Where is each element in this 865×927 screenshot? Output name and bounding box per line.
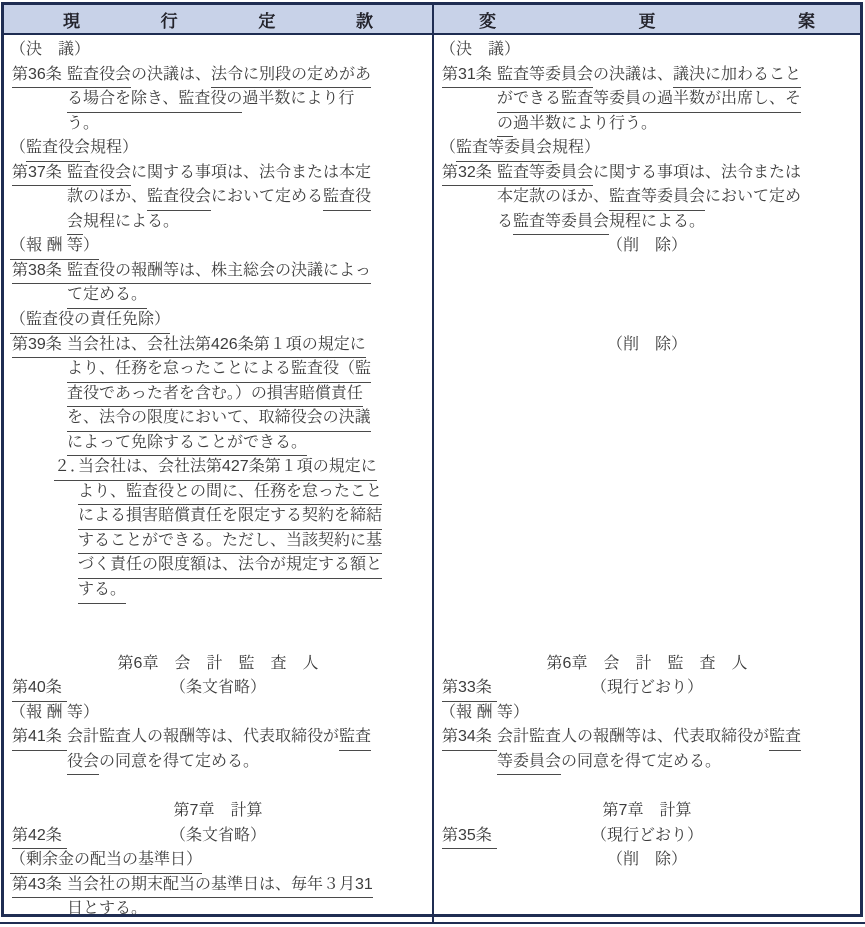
blank-line [434, 406, 860, 431]
doc-line [4, 455, 432, 480]
header-current-label [63, 7, 373, 32]
blank-line [434, 578, 860, 603]
doc-line [4, 578, 432, 603]
doc-line [4, 897, 432, 922]
doc-line [4, 357, 432, 382]
doc-line [434, 234, 860, 259]
doc-line [434, 333, 860, 358]
doc-line [434, 38, 860, 63]
changed-text-segment: 等委員会 [497, 750, 561, 776]
blank-line [434, 774, 860, 799]
article-number: 第43条 [12, 873, 67, 899]
changed-text-segment: ができる監査等委員の過半数が出席し、そ [497, 87, 801, 113]
doc-line [4, 848, 432, 873]
doc-line [4, 553, 432, 578]
doc-line [434, 63, 860, 88]
article-number: 第33条 [442, 676, 497, 702]
header-current-articles [4, 5, 432, 33]
doc-line [4, 824, 432, 849]
text-segment: （ [10, 139, 27, 157]
changed-text-segment: 監査等委員会 [513, 210, 609, 236]
header-amendment-proposal [432, 5, 860, 33]
blank-line [434, 455, 860, 480]
text-segment: において定める [211, 188, 324, 206]
article-number: 第38条 [12, 259, 67, 285]
blank-line [4, 627, 432, 652]
centered-text: 第7章 計算 [173, 801, 263, 819]
blank-line [434, 897, 860, 922]
changed-text-segment: 当会社は、会社法第426条第１項の規定に [67, 333, 366, 359]
centered-text: （削 除） [606, 851, 687, 869]
centered-text: 第6章 会 計 監 査 人 [117, 654, 319, 672]
doc-line [434, 210, 860, 235]
doc-line [4, 406, 432, 431]
text-segment: る [497, 212, 514, 230]
blank-line [434, 529, 860, 554]
text-segment: に関する事項は、法令または本定 [131, 163, 372, 181]
centered-text: 第7章 計算 [602, 801, 692, 819]
header-current-char: 現 [63, 11, 80, 31]
paragraph-number: ２． [54, 455, 78, 481]
header-amendment-label [479, 7, 815, 32]
changed-text-segment: 監査役会 [67, 161, 131, 187]
text-segment: （ [440, 139, 457, 157]
changed-text-segment: する。 [78, 578, 126, 604]
blank-line [434, 357, 860, 382]
doc-line [434, 725, 860, 750]
changed-text-segment: 監査役会 [147, 185, 211, 211]
changed-text-segment: 監査等委員会 [609, 185, 705, 211]
doc-line [4, 725, 432, 750]
doc-line [4, 185, 432, 210]
text-segment: う。 [67, 114, 100, 132]
header-current-char: 定 [258, 11, 276, 31]
doc-line [4, 210, 432, 235]
table-body [4, 35, 860, 922]
text-segment: 本定款のほか、 [497, 188, 610, 206]
doc-line [4, 480, 432, 505]
changed-text-segment: の [497, 112, 513, 138]
doc-line [4, 283, 432, 308]
text-segment: 規程） [90, 139, 139, 157]
blank-line [434, 480, 860, 505]
doc-line [434, 848, 860, 873]
doc-line [4, 136, 432, 161]
text-segment: （報 酬 等） [10, 703, 99, 721]
doc-line [4, 431, 432, 456]
article-number: 第40条 [12, 676, 67, 702]
doc-line [4, 234, 432, 259]
changed-text-segment: より、監査役との間に、任務を怠ったこと [78, 480, 382, 506]
centered-text: （削 除） [606, 335, 687, 353]
changed-text-segment: （監査役の責任免除） [10, 308, 170, 334]
doc-line [4, 873, 432, 898]
blank-line [434, 283, 860, 308]
doc-line [4, 259, 432, 284]
blank-line [434, 382, 860, 407]
doc-line [4, 63, 432, 88]
changed-text-segment: することができる。ただし、当該契約に基 [78, 529, 382, 555]
doc-line [4, 87, 432, 112]
doc-line [4, 112, 432, 137]
doc-line [4, 333, 432, 358]
centered-text: 第6章 会 計 監 査 人 [546, 654, 748, 672]
articles-comparison-table [1, 2, 863, 917]
centered-text: （現行どおり） [590, 679, 703, 697]
doc-line [434, 799, 860, 824]
changed-text-segment: 監査役会 [26, 136, 90, 162]
changed-text-segment: 監査役の報酬等は、株主総会の決議によっ [67, 259, 371, 285]
text-segment: 規程による。 [609, 212, 706, 230]
text-segment: 過半数により行う。 [513, 114, 658, 132]
doc-line [4, 161, 432, 186]
doc-line [4, 382, 432, 407]
doc-line [4, 38, 432, 63]
doc-line [4, 676, 432, 701]
doc-line [434, 161, 860, 186]
text-segment: 款のほか、 [67, 188, 148, 206]
blank-line [434, 504, 860, 529]
text-segment: において定め [705, 188, 802, 206]
blank-line [434, 603, 860, 628]
blank-line [4, 603, 432, 628]
doc-line [4, 799, 432, 824]
doc-line [434, 676, 860, 701]
text-segment: に関する事項は、法令または [593, 163, 802, 181]
doc-line [434, 750, 860, 775]
doc-line [4, 529, 432, 554]
changed-text-segment: 会 [67, 210, 83, 236]
blank-line [4, 774, 432, 799]
changed-text-segment: 監査等委員会 [497, 161, 593, 187]
header-amendment-char: 変 [479, 11, 496, 31]
text-segment: （報 酬 等） [440, 703, 529, 721]
changed-text-segment: 査役であった者を含む。）の損害賠償責任 [67, 382, 363, 408]
header-amendment-char: 案 [798, 11, 815, 31]
article-number: 第37条 [12, 161, 67, 187]
article-number: 第34条 [442, 725, 497, 751]
changed-text-segment: 監査役会 [67, 63, 131, 89]
text-segment: の同意を得て定める。 [99, 752, 260, 770]
header-current-char: 行 [160, 11, 178, 31]
doc-line [4, 701, 432, 726]
changed-text-segment: 議決に加わること [673, 63, 801, 89]
bottom-double-rule [0, 922, 865, 924]
changed-text-segment: によって免除することができる。 [67, 431, 307, 457]
text-segment: 会計監査人の報酬等は、代表取締役が [67, 728, 340, 746]
changed-text-segment: 当会社は、会社法第427条第１項の規定に [78, 455, 377, 481]
table-header-row [4, 5, 860, 35]
changed-text-segment: 監査等委員会 [497, 63, 593, 89]
centered-text: （条文省略） [169, 826, 266, 844]
current-articles-column [4, 35, 432, 922]
changed-text-segment: 監査 [769, 725, 801, 751]
text-segment: の同意を得て定める。 [561, 752, 722, 770]
changed-text-segment: 役会 [67, 750, 99, 776]
changed-text-segment: による損害賠償責任を限定する契約を締結 [78, 504, 382, 530]
header-amendment-char: 更 [638, 11, 656, 31]
article-number: 第32条 [442, 161, 497, 187]
text-segment: の決議は、 [593, 65, 674, 83]
changed-text-segment: より、任務を怠ったことによる監査役（監 [67, 357, 371, 383]
changed-text-segment: 当会社の期末配当の基準日は、毎年３月31 [67, 873, 373, 899]
text-segment: 会計監査人の報酬等は、代表取締役が [497, 728, 770, 746]
article-number: 第36条 [12, 63, 67, 89]
blank-line [434, 873, 860, 898]
centered-text: （現行どおり） [590, 826, 703, 844]
text-segment: の決議は、 [131, 65, 212, 83]
article-number: 第39条 [12, 333, 67, 359]
changed-text-segment: 監査 [339, 725, 371, 751]
text-segment: 規程による。 [83, 212, 180, 230]
changed-text-segment: 監査等委員会 [456, 136, 552, 162]
changed-text-segment: る場合を除き、監査役の [67, 87, 242, 113]
doc-line [434, 112, 860, 137]
header-current-char: 款 [355, 11, 373, 31]
doc-line [434, 652, 860, 677]
doc-line [434, 136, 860, 161]
changed-text-segment: 法令に別段の定めがあ [211, 63, 371, 89]
changed-text-segment: て定める。 [67, 283, 147, 309]
blank-line [434, 553, 860, 578]
doc-line [4, 308, 432, 333]
blank-line [434, 259, 860, 284]
centered-text: （削 除） [606, 237, 687, 255]
doc-line [434, 701, 860, 726]
amendment-proposal-column [432, 35, 860, 922]
blank-line [434, 431, 860, 456]
doc-line [434, 185, 860, 210]
changed-text-segment: を、法令の限度において、取締役会の決議 [67, 406, 371, 432]
blank-line [434, 308, 860, 333]
article-number: 第35条 [442, 824, 497, 850]
article-number: 第31条 [442, 63, 497, 89]
doc-line [4, 750, 432, 775]
changed-text-segment: （剰余金の配当の基準日） [10, 848, 202, 874]
doc-line [434, 87, 860, 112]
changed-text-segment: 監査役 [323, 185, 371, 211]
article-number: 第42条 [12, 824, 67, 850]
changed-text-segment: づく責任の限度額は、法令が規定する額と [78, 553, 382, 579]
changed-text-segment: 日とする。 [67, 897, 147, 922]
text-segment: 過半数により行 [242, 90, 355, 108]
changed-text-segment: （報 酬 等） [10, 234, 99, 260]
centered-text: （条文省略） [169, 679, 266, 697]
blank-line [434, 627, 860, 652]
text-segment: （決 議） [10, 41, 91, 58]
doc-line [4, 504, 432, 529]
doc-line [434, 824, 860, 849]
doc-line [4, 652, 432, 677]
text-segment: （決 議） [440, 41, 521, 58]
article-number: 第41条 [12, 725, 67, 751]
text-segment: 規程） [552, 139, 601, 157]
